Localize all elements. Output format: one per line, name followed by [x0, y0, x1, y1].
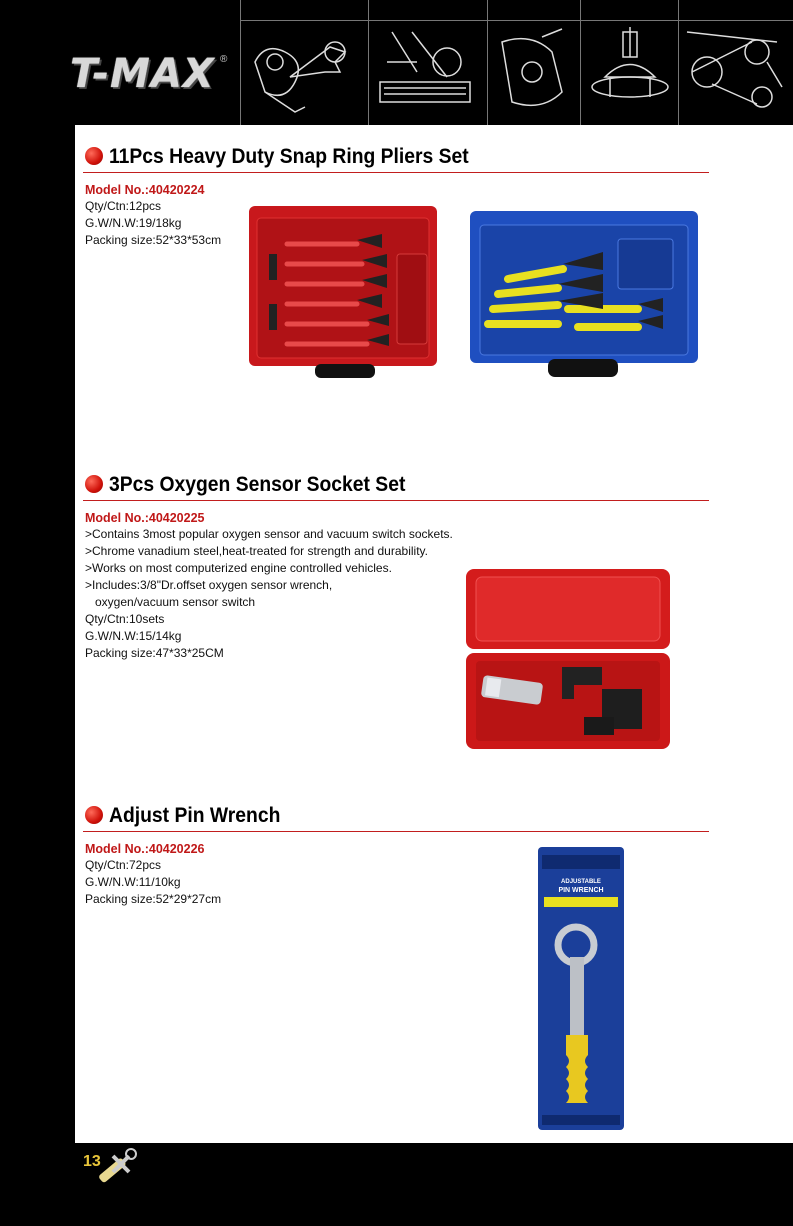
product-detail: Qty/Ctn:12pcs [85, 199, 162, 213]
bullet-icon [85, 806, 103, 824]
brand-name: T-MAX [70, 51, 215, 97]
product-detail: >Works on most computerized engine controlled vehicles. [85, 561, 392, 575]
puller-icon [585, 22, 675, 122]
product-detail: >Contains 3most popular oxygen sensor and vacuum switch sockets. [85, 527, 453, 541]
wrench-tools-icon [245, 22, 363, 122]
header-divider [368, 0, 369, 125]
tools-footer-icon [93, 1146, 139, 1190]
header-divider [240, 0, 241, 125]
red-pliers-case-photo [247, 204, 439, 380]
model-number: Model No.:40420226 [85, 842, 205, 856]
oxygen-sensor-case-photo [462, 567, 674, 753]
product-detail: Packing size:47*33*25CM [85, 646, 224, 660]
product-title-row [83, 142, 709, 173]
product-detail: >Chrome vanadium steel,heat-treated for strength and durability. [85, 544, 428, 558]
bullet-icon [85, 475, 103, 493]
product-detail: Packing size:52*33*53cm [85, 233, 222, 247]
product-detail: G.W/N.W:11/10kg [85, 875, 181, 889]
header-divider [580, 0, 581, 125]
page-number: 13 [83, 1153, 101, 1170]
belt-tool-icon [682, 22, 790, 122]
product-title: Adjust Pin Wrench [109, 804, 281, 827]
bullet-icon [85, 147, 103, 165]
model-number: Model No.:40420225 [85, 511, 205, 525]
header-divider [240, 20, 793, 21]
header-divider [678, 0, 679, 125]
package-label: PIN WRENCH [558, 887, 604, 894]
socket-set-icon [372, 22, 484, 122]
product-detail: Packing size:52*29*27cm [85, 892, 222, 906]
product-title: 3Pcs Oxygen Sensor Socket Set [109, 473, 406, 496]
content-area [75, 125, 724, 1143]
registered-mark: ® [220, 54, 228, 65]
pin-wrench-package-photo [536, 845, 626, 1132]
header-bar [0, 0, 793, 125]
product-detail: oxygen/vacuum sensor switch [85, 595, 256, 609]
header-divider [487, 0, 488, 125]
package-label: ADJUSTABLE [561, 879, 601, 885]
product-detail: G.W/N.W:15/14kg [85, 629, 182, 643]
brand-logo [70, 48, 235, 108]
product-detail: Qty/Ctn:72pcs [85, 858, 162, 872]
product-detail: G.W/N.W:19/18kg [85, 216, 182, 230]
product-title-row [83, 801, 709, 832]
hand-tool-icon [492, 22, 576, 122]
product-title: 11Pcs Heavy Duty Snap Ring Pliers Set [109, 145, 469, 168]
product-detail: >Includes:3/8"Dr.offset oxygen sensor wrench, [85, 578, 333, 592]
model-number: Model No.:40420224 [85, 183, 205, 197]
product-title-row [83, 470, 709, 501]
product-detail: Qty/Ctn:10sets [85, 612, 165, 626]
blue-pliers-case-photo [468, 209, 700, 381]
right-margin [724, 125, 793, 1143]
